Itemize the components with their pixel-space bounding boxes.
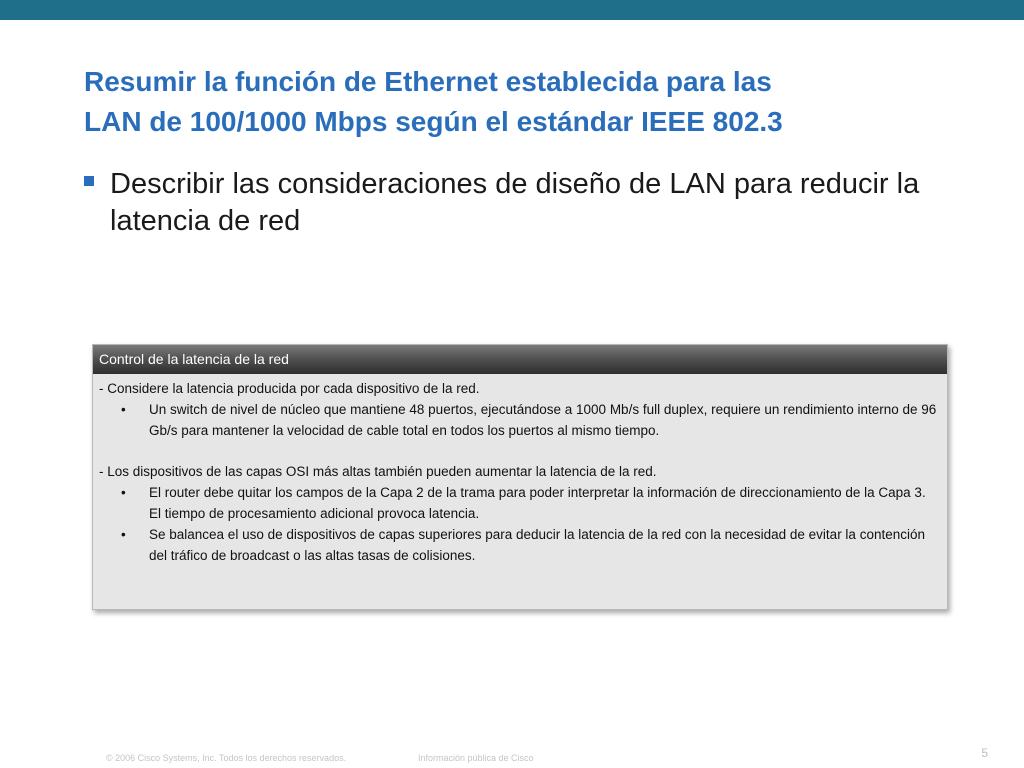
latency-control-panel xyxy=(92,344,948,610)
section-heading: - Los dispositivos de las capas OSI más altas también pueden aumentar la latencia de la red. xyxy=(99,464,657,479)
list-item-text: El router debe quitar los campos de la Capa 2 de la trama para poder interpretar la información de direccionamiento de la Capa 3. El tiempo de procesamiento adicional provoca latencia. xyxy=(149,485,926,521)
list-item-text: Un switch de nivel de núcleo que mantiene 48 puertos, ejecutándose a 1000 Mb/s full duplex, requiere un rendimiento interno de 96 Gb/s para mantener la velocidad de cable total en todos los puertos al mismo tiempo. xyxy=(149,402,937,438)
slide-title xyxy=(84,62,1004,142)
slide-title-line-2: LAN de 100/1000 Mbps según el estándar IEEE 802.3 xyxy=(84,106,783,137)
footer-classification: Información pública de Cisco xyxy=(418,753,534,763)
panel-header: Control de la latencia de la red xyxy=(93,345,947,374)
page-number: 5 xyxy=(981,746,988,760)
footer-copyright: © 2006 Cisco Systems, Inc. Todos los derechos reservados. xyxy=(106,753,347,763)
panel-body xyxy=(93,374,947,566)
bullet-item xyxy=(84,166,964,240)
section-spacer xyxy=(99,441,937,461)
round-bullet-icon: • xyxy=(121,527,126,542)
list-item-text: Se balancea el uso de dispositivos de capas superiores para deducir la latencia de la red con la necesidad de evitar la contención del tráfico de broadcast o las altas tasas de colisiones. xyxy=(149,527,925,563)
slide-title-line-1: Resumir la función de Ethernet establecida para las xyxy=(84,66,772,97)
top-banner-bar xyxy=(0,0,1024,20)
round-bullet-icon: • xyxy=(121,485,126,500)
bullet-text: Describir las consideraciones de diseño de LAN para reducir la latencia de red xyxy=(110,168,920,237)
square-bullet-icon xyxy=(84,176,94,186)
section-heading: - Considere la latencia producida por cada dispositivo de la red. xyxy=(99,381,480,396)
list-item xyxy=(99,524,937,566)
list-item xyxy=(99,399,937,441)
round-bullet-icon: • xyxy=(121,402,126,417)
list-item xyxy=(99,482,937,524)
